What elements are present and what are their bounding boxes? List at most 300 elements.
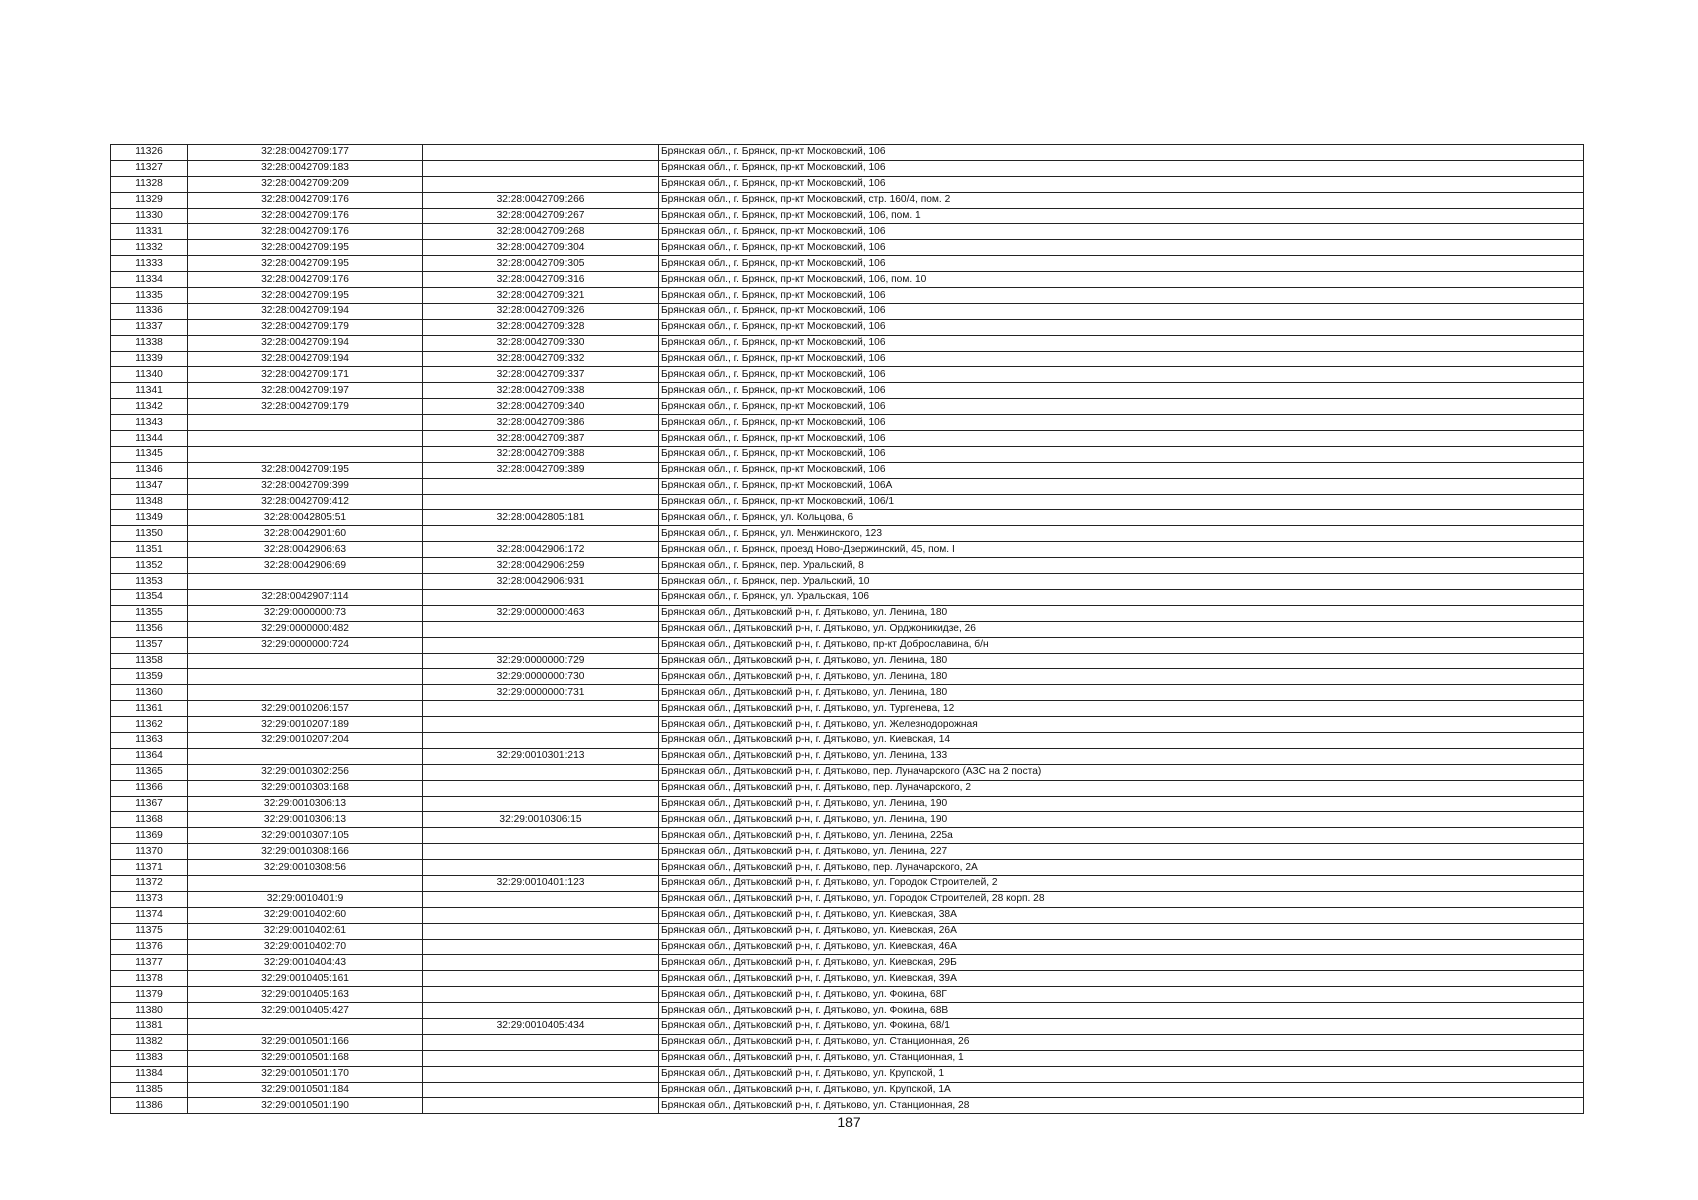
- row-number-cell: 11338: [111, 335, 188, 351]
- table-row: [111, 351, 1584, 367]
- table-row: [111, 1082, 1584, 1098]
- table-row: [111, 669, 1584, 685]
- table-row: [111, 1018, 1584, 1034]
- cadastral-number-cell: [188, 748, 423, 764]
- address-cell: Брянская обл., г. Брянск, пер. Уральский, 8: [659, 558, 1584, 574]
- related-cadastral-number-cell: 32:28:0042709:328: [423, 319, 659, 335]
- row-number-cell: 11362: [111, 717, 188, 733]
- row-number-cell: 11337: [111, 319, 188, 335]
- address-cell: Брянская обл., Дятьковский р-н, г. Дятьково, ул. Станционная, 28: [659, 1098, 1584, 1114]
- address-cell: Брянская обл., Дятьковский р-н, г. Дятьково, ул. Фокина, 68Г: [659, 987, 1584, 1003]
- table-row: [111, 732, 1584, 748]
- table-row: [111, 574, 1584, 590]
- table-row: [111, 860, 1584, 876]
- cadastral-number-cell: 32:28:0042709:176: [188, 272, 423, 288]
- cadastral-number-cell: 32:29:0010302:256: [188, 764, 423, 780]
- table-row: [111, 399, 1584, 415]
- table-row: [111, 240, 1584, 256]
- table-row: [111, 637, 1584, 653]
- cadastral-number-cell: 32:29:0010308:166: [188, 844, 423, 860]
- address-cell: Брянская обл., Дятьковский р-н, г. Дятьково, ул. Фокина, 68В: [659, 1003, 1584, 1019]
- related-cadastral-number-cell: [423, 637, 659, 653]
- table-row: [111, 748, 1584, 764]
- row-number-cell: 11345: [111, 446, 188, 462]
- row-number-cell: 11363: [111, 732, 188, 748]
- address-cell: Брянская обл., г. Брянск, пр-кт Московский, 106: [659, 335, 1584, 351]
- table-row: [111, 653, 1584, 669]
- address-cell: Брянская обл., г. Брянск, пр-кт Московский, 106: [659, 240, 1584, 256]
- address-cell: Брянская обл., Дятьковский р-н, г. Дятьково, ул. Фокина, 68/1: [659, 1018, 1584, 1034]
- related-cadastral-number-cell: [423, 145, 659, 161]
- related-cadastral-number-cell: 32:28:0042709:332: [423, 351, 659, 367]
- address-cell: Брянская обл., г. Брянск, пр-кт Московский, 106: [659, 415, 1584, 431]
- table-row: [111, 1003, 1584, 1019]
- related-cadastral-number-cell: 32:28:0042709:305: [423, 256, 659, 272]
- address-cell: Брянская обл., Дятьковский р-н, г. Дятьково, ул. Ленина, 227: [659, 844, 1584, 860]
- table-row: [111, 145, 1584, 161]
- table-row: [111, 844, 1584, 860]
- row-number-cell: 11355: [111, 605, 188, 621]
- address-cell: Брянская обл., г. Брянск, пр-кт Московский, 106: [659, 319, 1584, 335]
- address-cell: Брянская обл., г. Брянск, пр-кт Московский, 106: [659, 160, 1584, 176]
- table-row: [111, 971, 1584, 987]
- related-cadastral-number-cell: 32:28:0042906:172: [423, 542, 659, 558]
- cadastral-number-cell: 32:28:0042709:177: [188, 145, 423, 161]
- related-cadastral-number-cell: [423, 176, 659, 192]
- related-cadastral-number-cell: [423, 971, 659, 987]
- row-number-cell: 11366: [111, 780, 188, 796]
- address-cell: Брянская обл., Дятьковский р-н, г. Дятьково, ул. Ленина, 190: [659, 796, 1584, 812]
- cadastral-number-cell: [188, 431, 423, 447]
- related-cadastral-number-cell: 32:28:0042805:181: [423, 510, 659, 526]
- related-cadastral-number-cell: [423, 796, 659, 812]
- cadastral-number-cell: 32:28:0042709:176: [188, 192, 423, 208]
- related-cadastral-number-cell: 32:28:0042709:330: [423, 335, 659, 351]
- table-row: [111, 589, 1584, 605]
- related-cadastral-number-cell: 32:28:0042709:337: [423, 367, 659, 383]
- address-cell: Брянская обл., Дятьковский р-н, г. Дятьково, ул. Ленина, 180: [659, 685, 1584, 701]
- row-number-cell: 11350: [111, 526, 188, 542]
- address-cell: Брянская обл., Дятьковский р-н, г. Дятьково, ул. Орджоникидзе, 26: [659, 621, 1584, 637]
- cadastral-number-cell: 32:29:0010404:43: [188, 955, 423, 971]
- related-cadastral-number-cell: [423, 844, 659, 860]
- page-number: 187: [837, 1114, 861, 1130]
- related-cadastral-number-cell: [423, 780, 659, 796]
- table-row: [111, 1098, 1584, 1114]
- table-row: [111, 192, 1584, 208]
- cadastral-number-cell: 32:28:0042709:183: [188, 160, 423, 176]
- address-cell: Брянская обл., Дятьковский р-н, г. Дятьково, ул. Ленина, 180: [659, 653, 1584, 669]
- cadastral-number-cell: 32:28:0042709:176: [188, 208, 423, 224]
- cadastral-number-cell: [188, 653, 423, 669]
- cadastral-number-cell: [188, 1018, 423, 1034]
- row-number-cell: 11330: [111, 208, 188, 224]
- related-cadastral-number-cell: 32:28:0042709:386: [423, 415, 659, 431]
- related-cadastral-number-cell: [423, 860, 659, 876]
- address-cell: Брянская обл., г. Брянск, ул. Менжинского, 123: [659, 526, 1584, 542]
- cadastral-number-cell: 32:29:0010402:61: [188, 923, 423, 939]
- cadastral-number-cell: 32:29:0010501:170: [188, 1066, 423, 1082]
- address-cell: Брянская обл., Дятьковский р-н, г. Дятьково, ул. Ленина, 133: [659, 748, 1584, 764]
- related-cadastral-number-cell: 32:28:0042709:266: [423, 192, 659, 208]
- related-cadastral-number-cell: [423, 478, 659, 494]
- related-cadastral-number-cell: [423, 1066, 659, 1082]
- table-row: [111, 1066, 1584, 1082]
- related-cadastral-number-cell: 32:28:0042709:304: [423, 240, 659, 256]
- related-cadastral-number-cell: [423, 1098, 659, 1114]
- related-cadastral-number-cell: 32:28:0042709:316: [423, 272, 659, 288]
- address-cell: Брянская обл., Дятьковский р-н, г. Дятьково, ул. Киевская, 26А: [659, 923, 1584, 939]
- cadastral-number-cell: 32:28:0042709:197: [188, 383, 423, 399]
- related-cadastral-number-cell: 32:28:0042709:389: [423, 462, 659, 478]
- related-cadastral-number-cell: 32:28:0042709:268: [423, 224, 659, 240]
- row-number-cell: 11372: [111, 875, 188, 891]
- cadastral-number-cell: 32:29:0010501:190: [188, 1098, 423, 1114]
- table-row: [111, 955, 1584, 971]
- related-cadastral-number-cell: [423, 907, 659, 923]
- related-cadastral-number-cell: 32:29:0000000:731: [423, 685, 659, 701]
- address-cell: Брянская обл., Дятьковский р-н, г. Дятьково, ул. Киевская, 46А: [659, 939, 1584, 955]
- address-cell: Брянская обл., г. Брянск, проезд Ново-Дзержинский, 45, пом. I: [659, 542, 1584, 558]
- cadastral-number-cell: [188, 669, 423, 685]
- address-cell: Брянская обл., Дятьковский р-н, г. Дятьково, ул. Киевская, 29Б: [659, 955, 1584, 971]
- address-cell: Брянская обл., Дятьковский р-н, г. Дятьково, ул. Ленина, 225а: [659, 828, 1584, 844]
- cadastral-number-cell: 32:29:0010207:189: [188, 717, 423, 733]
- related-cadastral-number-cell: 32:28:0042906:259: [423, 558, 659, 574]
- row-number-cell: 11336: [111, 303, 188, 319]
- table-row: [111, 875, 1584, 891]
- address-cell: Брянская обл., г. Брянск, пр-кт Московский, 106: [659, 176, 1584, 192]
- table-row: [111, 224, 1584, 240]
- table-row: [111, 383, 1584, 399]
- related-cadastral-number-cell: [423, 589, 659, 605]
- cadastral-number-cell: 32:29:0010306:13: [188, 796, 423, 812]
- address-cell: Брянская обл., г. Брянск, пр-кт Московский, 106: [659, 256, 1584, 272]
- address-cell: Брянская обл., Дятьковский р-н, г. Дятьково, ул. Железнодорожная: [659, 717, 1584, 733]
- row-number-cell: 11365: [111, 764, 188, 780]
- table-row: [111, 526, 1584, 542]
- related-cadastral-number-cell: [423, 160, 659, 176]
- table-row: [111, 415, 1584, 431]
- cadastral-number-cell: [188, 875, 423, 891]
- row-number-cell: 11327: [111, 160, 188, 176]
- table-row: [111, 987, 1584, 1003]
- related-cadastral-number-cell: 32:29:0010301:213: [423, 748, 659, 764]
- related-cadastral-number-cell: 32:28:0042709:338: [423, 383, 659, 399]
- cadastral-number-cell: 32:29:0000000:73: [188, 605, 423, 621]
- related-cadastral-number-cell: [423, 891, 659, 907]
- address-cell: Брянская обл., г. Брянск, пр-кт Московский, стр. 160/4, пом. 2: [659, 192, 1584, 208]
- cadastral-number-cell: 32:29:0010306:13: [188, 812, 423, 828]
- address-cell: Брянская обл., г. Брянск, пр-кт Московский, 106: [659, 224, 1584, 240]
- row-number-cell: 11334: [111, 272, 188, 288]
- related-cadastral-number-cell: [423, 732, 659, 748]
- related-cadastral-number-cell: 32:28:0042709:267: [423, 208, 659, 224]
- address-cell: Брянская обл., Дятьковский р-н, г. Дятьково, ул. Городок Строителей, 28 корп. 28: [659, 891, 1584, 907]
- table-row: [111, 717, 1584, 733]
- row-number-cell: 11361: [111, 701, 188, 717]
- related-cadastral-number-cell: [423, 955, 659, 971]
- table-row: [111, 462, 1584, 478]
- address-cell: Брянская обл., г. Брянск, пр-кт Московский, 106: [659, 431, 1584, 447]
- related-cadastral-number-cell: [423, 526, 659, 542]
- row-number-cell: 11347: [111, 478, 188, 494]
- table-row: [111, 701, 1584, 717]
- cadastral-number-cell: 32:28:0042709:209: [188, 176, 423, 192]
- table-row: [111, 494, 1584, 510]
- related-cadastral-number-cell: 32:29:0010401:123: [423, 875, 659, 891]
- address-cell: Брянская обл., Дятьковский р-н, г. Дятьково, ул. Киевская, 38А: [659, 907, 1584, 923]
- related-cadastral-number-cell: 32:29:0000000:463: [423, 605, 659, 621]
- cadastral-number-cell: 32:28:0042805:51: [188, 510, 423, 526]
- related-cadastral-number-cell: [423, 764, 659, 780]
- related-cadastral-number-cell: [423, 717, 659, 733]
- table-row: [111, 208, 1584, 224]
- row-number-cell: 11357: [111, 637, 188, 653]
- cadastral-number-cell: 32:28:0042709:176: [188, 224, 423, 240]
- address-cell: Брянская обл., г. Брянск, ул. Уральская, 106: [659, 589, 1584, 605]
- table-row: [111, 828, 1584, 844]
- table-row: [111, 272, 1584, 288]
- related-cadastral-number-cell: 32:29:0010306:15: [423, 812, 659, 828]
- cadastral-number-cell: 32:29:0010307:105: [188, 828, 423, 844]
- related-cadastral-number-cell: [423, 1034, 659, 1050]
- row-number-cell: 11373: [111, 891, 188, 907]
- cadastral-number-cell: 32:29:0010501:166: [188, 1034, 423, 1050]
- row-number-cell: 11328: [111, 176, 188, 192]
- table-row: [111, 335, 1584, 351]
- table-row: [111, 1050, 1584, 1066]
- row-number-cell: 11348: [111, 494, 188, 510]
- cadastral-number-cell: 32:28:0042709:195: [188, 256, 423, 272]
- cadastral-table: [110, 144, 1584, 1114]
- table-row: [111, 907, 1584, 923]
- row-number-cell: 11386: [111, 1098, 188, 1114]
- row-number-cell: 11358: [111, 653, 188, 669]
- row-number-cell: 11352: [111, 558, 188, 574]
- related-cadastral-number-cell: 32:28:0042906:931: [423, 574, 659, 590]
- row-number-cell: 11378: [111, 971, 188, 987]
- table-body: [111, 145, 1584, 1114]
- row-number-cell: 11351: [111, 542, 188, 558]
- address-cell: Брянская обл., Дятьковский р-н, г. Дятьково, ул. Тургенева, 12: [659, 701, 1584, 717]
- cadastral-number-cell: 32:29:0010303:168: [188, 780, 423, 796]
- row-number-cell: 11384: [111, 1066, 188, 1082]
- related-cadastral-number-cell: 32:28:0042709:321: [423, 288, 659, 304]
- row-number-cell: 11340: [111, 367, 188, 383]
- row-number-cell: 11326: [111, 145, 188, 161]
- address-cell: Брянская обл., г. Брянск, пр-кт Московский, 106: [659, 145, 1584, 161]
- address-cell: Брянская обл., Дятьковский р-н, г. Дятьково, пер. Луначарского (АЗС на 2 поста): [659, 764, 1584, 780]
- address-cell: Брянская обл., Дятьковский р-н, г. Дятьково, ул. Станционная, 1: [659, 1050, 1584, 1066]
- table-row: [111, 542, 1584, 558]
- row-number-cell: 11377: [111, 955, 188, 971]
- related-cadastral-number-cell: [423, 1003, 659, 1019]
- related-cadastral-number-cell: 32:28:0042709:387: [423, 431, 659, 447]
- address-cell: Брянская обл., г. Брянск, пр-кт Московский, 106, пом. 1: [659, 208, 1584, 224]
- cadastral-number-cell: 32:29:0010207:204: [188, 732, 423, 748]
- related-cadastral-number-cell: 32:28:0042709:340: [423, 399, 659, 415]
- row-number-cell: 11368: [111, 812, 188, 828]
- row-number-cell: 11333: [111, 256, 188, 272]
- related-cadastral-number-cell: [423, 987, 659, 1003]
- address-cell: Брянская обл., Дятьковский р-н, г. Дятьково, пер. Луначарского, 2А: [659, 860, 1584, 876]
- row-number-cell: 11335: [111, 288, 188, 304]
- table-row: [111, 780, 1584, 796]
- table-row: [111, 478, 1584, 494]
- table-row: [111, 160, 1584, 176]
- cadastral-number-cell: 32:28:0042709:195: [188, 288, 423, 304]
- cadastral-number-cell: 32:28:0042907:114: [188, 589, 423, 605]
- table-row: [111, 431, 1584, 447]
- cadastral-number-cell: 32:28:0042906:63: [188, 542, 423, 558]
- cadastral-number-cell: 32:29:0000000:724: [188, 637, 423, 653]
- related-cadastral-number-cell: [423, 923, 659, 939]
- cadastral-number-cell: 32:29:0010402:70: [188, 939, 423, 955]
- address-cell: Брянская обл., г. Брянск, пр-кт Московский, 106А: [659, 478, 1584, 494]
- address-cell: Брянская обл., г. Брянск, пр-кт Московский, 106: [659, 383, 1584, 399]
- row-number-cell: 11370: [111, 844, 188, 860]
- address-cell: Брянская обл., Дятьковский р-н, г. Дятьково, ул. Ленина, 190: [659, 812, 1584, 828]
- table-row: [111, 319, 1584, 335]
- table-row: [111, 939, 1584, 955]
- table-row: [111, 510, 1584, 526]
- row-number-cell: 11376: [111, 939, 188, 955]
- table-row: [111, 891, 1584, 907]
- row-number-cell: 11382: [111, 1034, 188, 1050]
- related-cadastral-number-cell: [423, 828, 659, 844]
- table-row: [111, 764, 1584, 780]
- table-row: [111, 621, 1584, 637]
- row-number-cell: 11367: [111, 796, 188, 812]
- row-number-cell: 11346: [111, 462, 188, 478]
- cadastral-number-cell: 32:28:0042709:171: [188, 367, 423, 383]
- address-cell: Брянская обл., г. Брянск, пр-кт Московский, 106: [659, 367, 1584, 383]
- cadastral-number-cell: 32:28:0042709:412: [188, 494, 423, 510]
- cadastral-number-cell: [188, 685, 423, 701]
- related-cadastral-number-cell: 32:29:0000000:730: [423, 669, 659, 685]
- cadastral-number-cell: 32:29:0010401:9: [188, 891, 423, 907]
- table-row: [111, 303, 1584, 319]
- table-row: [111, 288, 1584, 304]
- cadastral-number-cell: 32:28:0042709:195: [188, 462, 423, 478]
- address-cell: Брянская обл., г. Брянск, пр-кт Московский, 106/1: [659, 494, 1584, 510]
- address-cell: Брянская обл., Дятьковский р-н, г. Дятьково, ул. Киевская, 39А: [659, 971, 1584, 987]
- row-number-cell: 11375: [111, 923, 188, 939]
- row-number-cell: 11342: [111, 399, 188, 415]
- row-number-cell: 11343: [111, 415, 188, 431]
- address-cell: Брянская обл., г. Брянск, пр-кт Московский, 106: [659, 351, 1584, 367]
- cadastral-number-cell: 32:29:0010402:60: [188, 907, 423, 923]
- cadastral-number-cell: 32:29:0010206:157: [188, 701, 423, 717]
- row-number-cell: 11359: [111, 669, 188, 685]
- row-number-cell: 11383: [111, 1050, 188, 1066]
- table-row: [111, 605, 1584, 621]
- row-number-cell: 11385: [111, 1082, 188, 1098]
- address-cell: Брянская обл., Дятьковский р-н, г. Дятьково, ул. Станционная, 26: [659, 1034, 1584, 1050]
- row-number-cell: 11344: [111, 431, 188, 447]
- cadastral-number-cell: 32:29:0010308:56: [188, 860, 423, 876]
- cadastral-number-cell: 32:29:0000000:482: [188, 621, 423, 637]
- cadastral-number-cell: [188, 415, 423, 431]
- related-cadastral-number-cell: [423, 1082, 659, 1098]
- address-cell: Брянская обл., Дятьковский р-н, г. Дятьково, ул. Киевская, 14: [659, 732, 1584, 748]
- row-number-cell: 11339: [111, 351, 188, 367]
- address-cell: Брянская обл., г. Брянск, пр-кт Московский, 106: [659, 462, 1584, 478]
- row-number-cell: 11369: [111, 828, 188, 844]
- address-cell: Брянская обл., г. Брянск, пр-кт Московский, 106, пом. 10: [659, 272, 1584, 288]
- cadastral-number-cell: 32:28:0042709:194: [188, 351, 423, 367]
- address-cell: Брянская обл., г. Брянск, пр-кт Московский, 106: [659, 399, 1584, 415]
- row-number-cell: 11353: [111, 574, 188, 590]
- row-number-cell: 11354: [111, 589, 188, 605]
- related-cadastral-number-cell: 32:29:0000000:729: [423, 653, 659, 669]
- row-number-cell: 11371: [111, 860, 188, 876]
- address-cell: Брянская обл., Дятьковский р-н, г. Дятьково, ул. Ленина, 180: [659, 669, 1584, 685]
- cadastral-number-cell: [188, 574, 423, 590]
- cadastral-number-cell: 32:28:0042709:194: [188, 335, 423, 351]
- table-row: [111, 256, 1584, 272]
- cadastral-number-cell: 32:28:0042709:194: [188, 303, 423, 319]
- address-cell: Брянская обл., Дятьковский р-н, г. Дятьково, пер. Луначарского, 2: [659, 780, 1584, 796]
- row-number-cell: 11331: [111, 224, 188, 240]
- cadastral-number-cell: 32:29:0010405:161: [188, 971, 423, 987]
- row-number-cell: 11332: [111, 240, 188, 256]
- address-cell: Брянская обл., Дятьковский р-н, г. Дятьково, пр-кт Доброславина, б/н: [659, 637, 1584, 653]
- cadastral-number-cell: [188, 446, 423, 462]
- row-number-cell: 11329: [111, 192, 188, 208]
- table-row: [111, 176, 1584, 192]
- row-number-cell: 11360: [111, 685, 188, 701]
- address-cell: Брянская обл., г. Брянск, ул. Кольцова, 6: [659, 510, 1584, 526]
- table-row: [111, 796, 1584, 812]
- row-number-cell: 11341: [111, 383, 188, 399]
- related-cadastral-number-cell: [423, 494, 659, 510]
- table-row: [111, 923, 1584, 939]
- address-cell: Брянская обл., Дятьковский р-н, г. Дятьково, ул. Ленина, 180: [659, 605, 1584, 621]
- row-number-cell: 11379: [111, 987, 188, 1003]
- row-number-cell: 11349: [111, 510, 188, 526]
- related-cadastral-number-cell: [423, 939, 659, 955]
- cadastral-number-cell: 32:28:0042709:179: [188, 399, 423, 415]
- table-row: [111, 446, 1584, 462]
- cadastral-number-cell: 32:28:0042709:399: [188, 478, 423, 494]
- table-row: [111, 558, 1584, 574]
- related-cadastral-number-cell: 32:28:0042709:388: [423, 446, 659, 462]
- row-number-cell: 11356: [111, 621, 188, 637]
- address-cell: Брянская обл., г. Брянск, пер. Уральский, 10: [659, 574, 1584, 590]
- related-cadastral-number-cell: [423, 1050, 659, 1066]
- row-number-cell: 11380: [111, 1003, 188, 1019]
- cadastral-number-cell: 32:28:0042906:69: [188, 558, 423, 574]
- cadastral-number-cell: 32:29:0010405:427: [188, 1003, 423, 1019]
- related-cadastral-number-cell: 32:29:0010405:434: [423, 1018, 659, 1034]
- related-cadastral-number-cell: [423, 621, 659, 637]
- row-number-cell: 11364: [111, 748, 188, 764]
- table-row: [111, 812, 1584, 828]
- table-row: [111, 1034, 1584, 1050]
- related-cadastral-number-cell: [423, 701, 659, 717]
- table-row: [111, 367, 1584, 383]
- cadastral-number-cell: 32:28:0042901:60: [188, 526, 423, 542]
- row-number-cell: 11374: [111, 907, 188, 923]
- address-cell: Брянская обл., г. Брянск, пр-кт Московский, 106: [659, 288, 1584, 304]
- cadastral-number-cell: 32:29:0010501:184: [188, 1082, 423, 1098]
- address-cell: Брянская обл., г. Брянск, пр-кт Московский, 106: [659, 303, 1584, 319]
- address-cell: Брянская обл., г. Брянск, пр-кт Московский, 106: [659, 446, 1584, 462]
- cadastral-number-cell: 32:29:0010501:168: [188, 1050, 423, 1066]
- cadastral-number-cell: 32:28:0042709:179: [188, 319, 423, 335]
